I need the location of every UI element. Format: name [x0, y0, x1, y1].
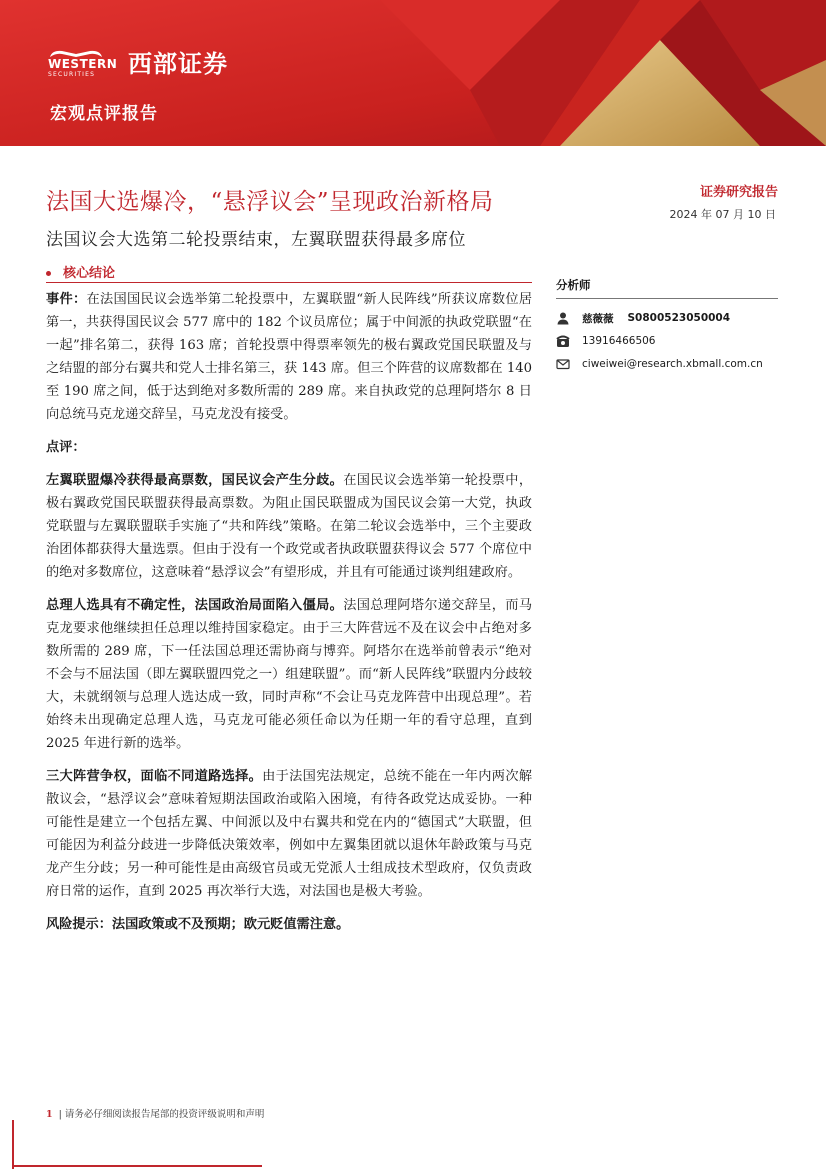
divider [46, 282, 532, 283]
page-subtitle: 法国议会大选第二轮投票结束，左翼联盟获得最多席位 [46, 230, 466, 250]
person-icon [556, 311, 570, 325]
analyst-phone: 13916466506 [582, 335, 656, 347]
bullet-icon [46, 271, 51, 276]
paragraph-risk [46, 913, 532, 936]
logo-text-cn: 西部证券 [128, 50, 228, 78]
analyst-email-row [556, 354, 778, 374]
logo-text-en: WESTERN [48, 57, 118, 71]
paragraph-lead: 风险提示：法国政策或不及预期；欧元贬值需注意。 [46, 917, 350, 932]
report-date: 2024 年 07 月 10 日 [669, 208, 776, 221]
company-logo [48, 48, 258, 80]
header-banner [0, 0, 826, 146]
paragraph-pm-uncertainty [46, 594, 532, 755]
paragraph-lead: 总理人选具有不确定性，法国政治局面陷入僵局。 [46, 598, 344, 613]
section-heading-text: 核心结论 [63, 266, 116, 281]
analyst-panel [556, 277, 778, 377]
paragraph-text: 由于法国宪法规定，总统不能在一年内两次解散议会，“悬浮议会”意味着短期法国政治或陷入困境，有待各政党达成妥协。一种可能性是建立一个包括左翼、中间派以及中右翼共和党在内的“德国式”大联盟，但可能因为利益分歧进一步降低决策效率，例如中左翼集团就以退休年龄政策与马克龙产生分歧；另一种可能性是由高级官员或无党派人士组成技术型政府，仅负责政府日常的运作，直到 2025 再次举行大选，对法国也是极大考验。 [46, 769, 533, 899]
paragraph-lead: 事件： [46, 292, 87, 307]
paragraph-lead: 三大阵营争权，面临不同道路选择。 [46, 769, 263, 784]
paragraph-text: 在国民议会选举第一轮投票中，极右翼政党国民联盟获得最高票数。为阻止国民联盟成为国民议会第一大党，执政党联盟与左翼联盟联手实施了“共和阵线”策略。在第二轮议会选举中，三个主要政治团体都获得大量选票。但由于没有一个政党或者执政联盟获得议会 577 个席位中的绝对多数席位，这意味着“悬浮议会”有望形成，并且有可能通过谈判组建政府。 [46, 473, 533, 580]
paragraph-text: 在法国国民议会选举第二轮投票中，左翼联盟“新人民阵线”所获议席数位居第一，共获得国民议会 577 席中的 182 个议员席位；属于中间派的执政党联盟“在一起”排名第二，获得 163 席；首轮投票中得票率领先的极右翼政党国民联盟及与之结盟的部分右翼共和党人士排名第三，获 143 席。但三个阵营的议席数都在 140 至 190 席之间，低于达到绝对多数所需的 289 席。来自执政党的总理阿塔尔 8 日向总统马克龙递交辞呈，马克龙没有接受。 [46, 292, 533, 422]
article-body [46, 288, 532, 946]
logo-text-en-sub: SECURITIES [48, 71, 96, 78]
report-label: 证券研究报告 [699, 185, 778, 200]
analyst-heading: 分析师 [556, 278, 591, 292]
analyst-name: 慈薇薇 [582, 312, 614, 325]
analyst-email[interactable]: ciweiwei@research.xbmall.com.cn [582, 358, 763, 370]
paragraph-lead: 左翼联盟爆冷获得最高票数，国民议会产生分歧。 [46, 473, 344, 488]
report-category: 宏观点评报告 [50, 104, 158, 124]
footer-accent-horizontal [12, 1165, 262, 1167]
email-icon [556, 357, 570, 371]
footer-separator: | [58, 1109, 62, 1120]
footer-accent-vertical [12, 1120, 14, 1169]
analyst-cert-number: S0800523050004 [627, 312, 731, 324]
paragraph-left-alliance [46, 469, 532, 584]
section-heading [46, 262, 115, 281]
paragraph-three-camps [46, 765, 532, 903]
paragraph-text: 法国总理阿塔尔递交辞呈，而马克龙要求他继续担任总理以维持国家稳定。由于三大阵营远不及在议会中占绝对多数所需的 289 席，下一任法国总理还需协商与博弈。阿塔尔在选举前曾表示“绝对不会与不屈法国（即左翼联盟四党之一）组建联盟”。而“新人民阵线”联盟内分歧较大，未就纲领与总理人选达成一致，同时声称“不会让马克龙阵营中出现总理”。若始终未出现确定总理人选，马克龙可能必须任命以为任期一年的看守总理，直到 2025 年进行新的选举。 [46, 598, 533, 751]
analyst-phone-row [556, 331, 778, 351]
analyst-name-row [556, 308, 778, 328]
page-number: 1 [46, 1109, 53, 1120]
divider [556, 298, 778, 299]
paragraph-event [46, 288, 532, 426]
paragraph-lead: 点评： [46, 440, 86, 455]
page-title: 法国大选爆冷，“悬浮议会”呈现政治新格局 [46, 189, 494, 215]
phone-icon [556, 334, 570, 348]
page-footer [46, 1106, 264, 1120]
paragraph-comment-heading [46, 436, 532, 459]
footer-disclaimer: 请务必仔细阅读报告尾部的投资评级说明和声明 [64, 1109, 265, 1120]
